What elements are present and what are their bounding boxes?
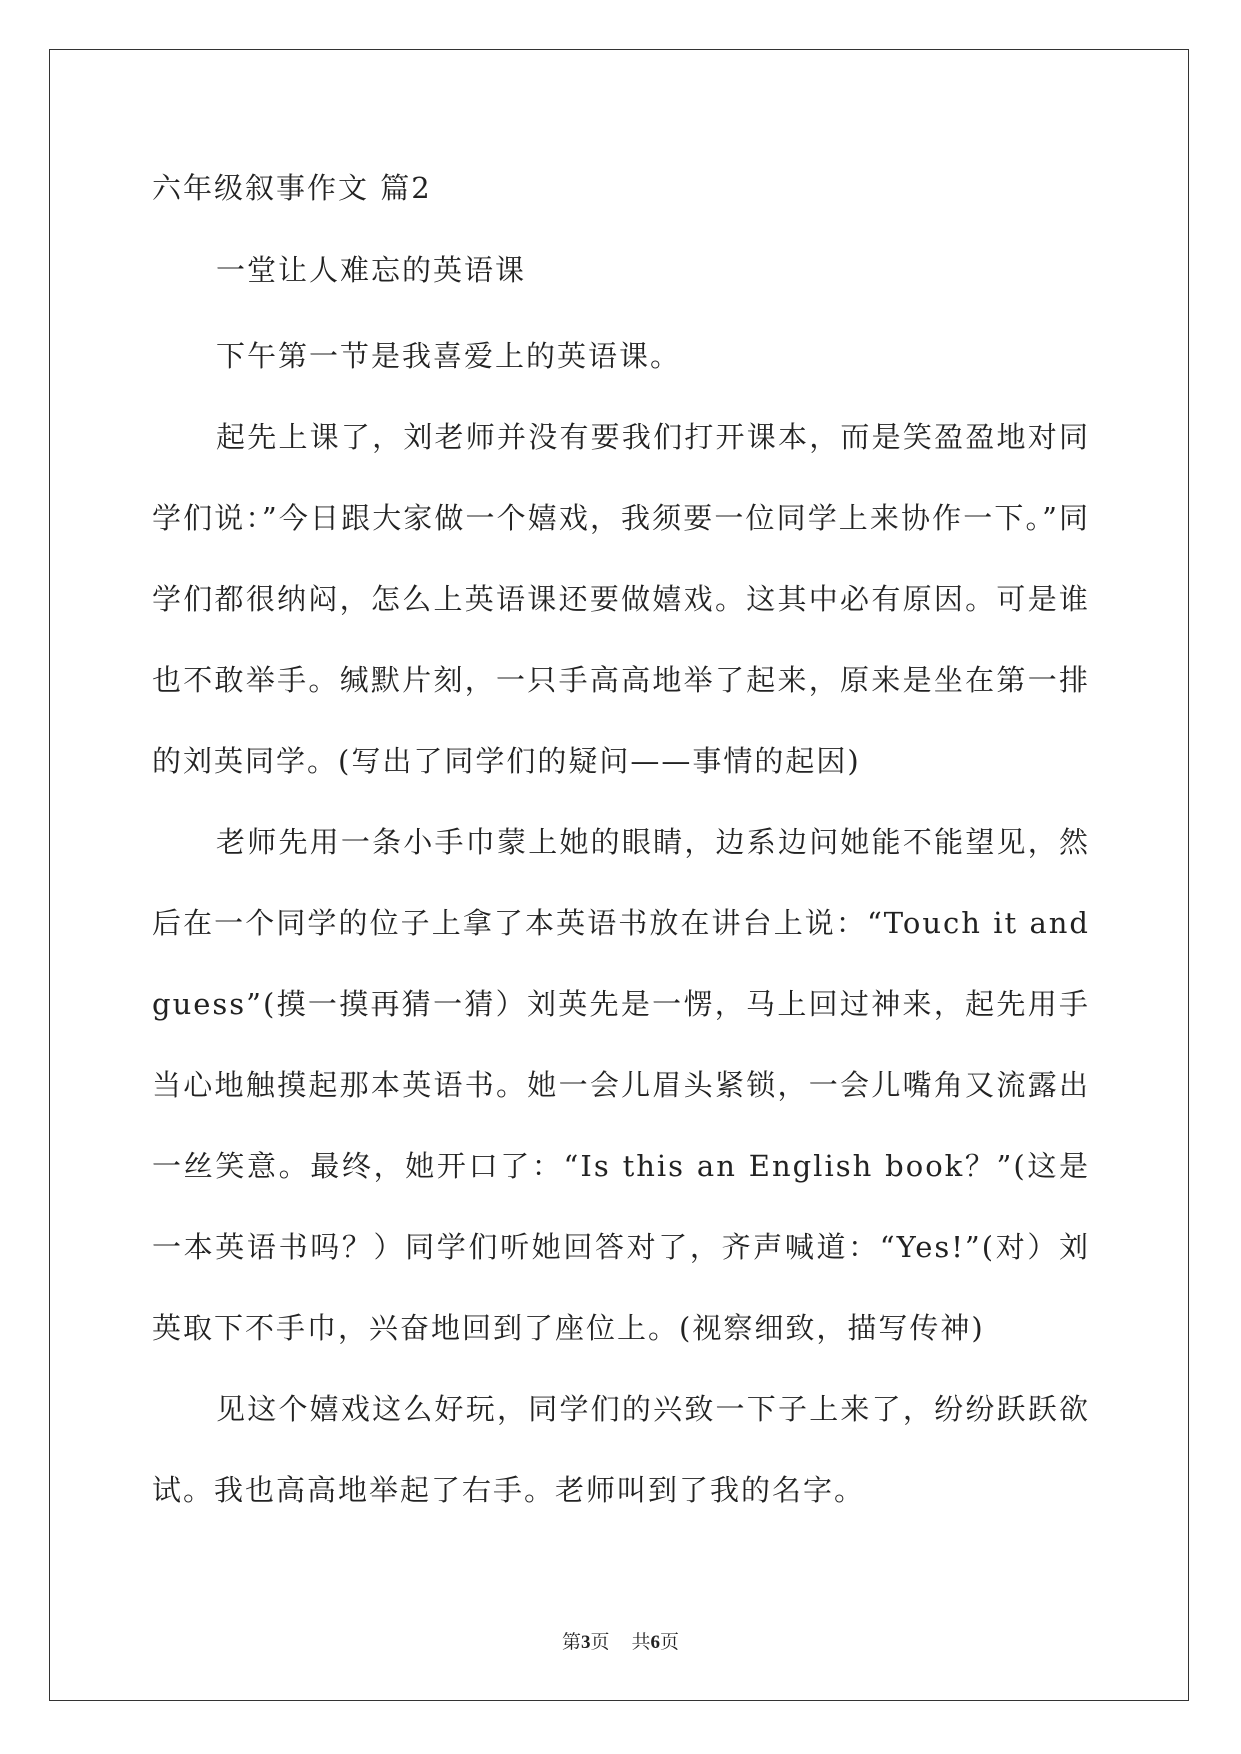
total-prefix: 共 (631, 1631, 651, 1653)
page-unit: 页 (590, 1631, 610, 1653)
page-footer (0, 1627, 1241, 1654)
essay-title: 一堂让人难忘的英语课 (216, 253, 527, 287)
paragraph: 见这个嬉戏这么好玩，同学们的兴致一下子上来了，纷纷跃跃欲试。我也高高地举起了右手。老师叫到了我的名字。 (152, 1392, 1090, 1507)
total-unit: 页 (660, 1631, 680, 1653)
paragraph: 起先上课了，刘老师并没有要我们打开课本，而是笑盈盈地对同学们说：”今日跟大家做一个嬉戏，我须要一位同学上来协作一下。”同学们都很纳闷，怎么上英语课还要做嬉戏。这其中必有原因。可是谁也不敢举手。缄默片刻，一只手高高地举了起来，原来是坐在第一排的刘英同学。(写出了同学们的疑问——事情的起因) (152, 420, 1090, 778)
page-total: 6 (650, 1632, 661, 1653)
essay-paragraphs (152, 316, 1090, 1531)
page-current: 3 (580, 1632, 591, 1653)
paragraph: 下午第一节是我喜爱上的英语课。 (216, 339, 682, 373)
section-heading: 六年级叙事作文 篇2 (152, 171, 432, 205)
page-prefix: 第 (561, 1631, 581, 1653)
paragraph: 老师先用一条小手巾蒙上她的眼睛，边系边问她能不能望见，然后在一个同学的位子上拿了本英语书放在讲台上说：“Touch it and guess”(摸一摸再猜一猜）刘英先是一愣，马上回过神来，起先用手当心地触摸起那本英语书。她一会儿眉头紧锁，一会儿嘴角又流露出一丝笑意。最终，她开口了：“Is this an English book？”(这是一本英语书吗？）同学们听她回答对了，齐声喊道：“Yes!”(对）刘英取下不手巾，兴奋地回到了座位上。(视察细致，描写传神) (152, 825, 1090, 1345)
